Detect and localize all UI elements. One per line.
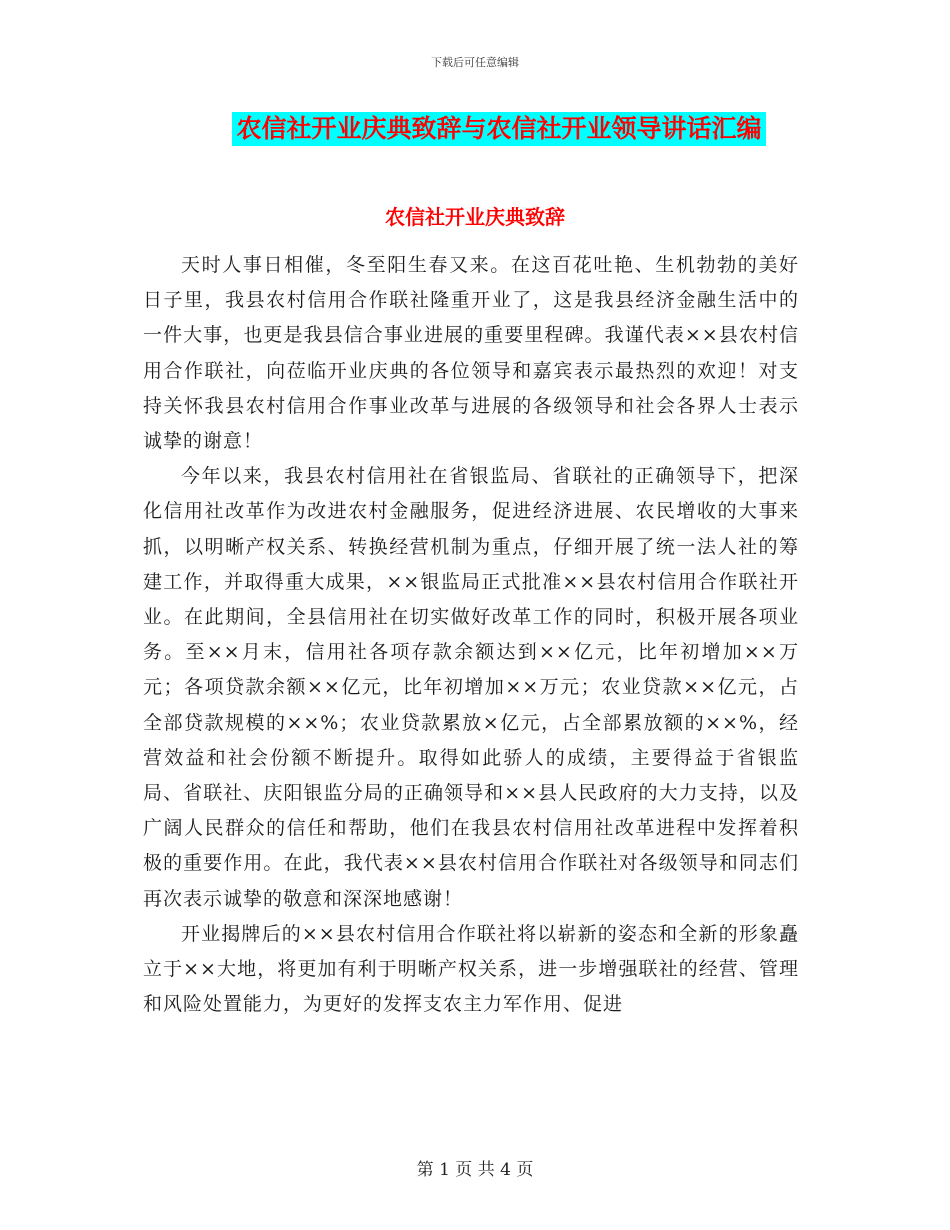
paragraph-2: 今年以来，我县农村信用社在省银监局、省联社的正确领导下，把深化信用社改革作为改进农村金融服务，促进经济进展、农民增收的大事来抓，以明晰产权关系、转换经营机制为重点，仔细开展了统一法人社的筹建工作，并取得重大成果，××银监局正式批准××县农村信用合作联社开业。在此期间，全县信用社在切实做好改革工作的同时，积极开展各项业务。至××月末，信用社各项存款余额达到××亿元，比年初增加××万元；各项贷款余额××亿元，比年初增加××万元；农业贷款××亿元，占全部贷款规模的××%；农业贷款累放×亿元，占全部累放额的××%，经营效益和社会份额不断提升。取得如此骄人的成绩，主要得益于省银监局、省联社、庆阳银监分局的正确领导和××县人民政府的大力支持，以及广阔人民群众的信任和帮助，他们在我县农村信用社改革进程中发挥着积极的重要作用。在此，我代表××县农村信用合作联社对各级领导和同志们再次表示诚挚的敬意和深深地感谢！	[143, 465, 799, 910]
paragraph-3: 开业揭牌后的××县农村信用合作联社将以崭新的姿态和全新的形象矗立于××大地，将更加有利于明晰产权关系，进一步增强联社的经营、管理和风险处置能力，为更好的发挥支农主力军作用、促进	[143, 922, 799, 1016]
paragraph-1: 天时人事日相催，冬至阳生春又来。在这百花吐艳、生机勃勃的美好日子里，我县农村信用合作联社隆重开业了，这是我县经济金融生活中的一件大事，也更是我县信合事业进展的重要里程碑。我谨代表××县农村信用合作联社，向莅临开业庆典的各位领导和嘉宾表示最热烈的欢迎！对支持关怀我县农村信用合作事业改革与进展的各级领导和社会各界人士表示诚挚的谢意！	[143, 254, 799, 453]
main-title-container	[0, 112, 950, 146]
page-number-footer: 第 1 页 共 4 页	[416, 1160, 534, 1180]
header-note: 下载后可任意编辑	[431, 56, 519, 69]
section-title: 农信社开业庆典致辞	[385, 205, 565, 229]
body-text	[143, 248, 799, 1022]
main-title: 农信社开业庆典致辞与农信社开业领导讲话汇编	[232, 112, 765, 146]
